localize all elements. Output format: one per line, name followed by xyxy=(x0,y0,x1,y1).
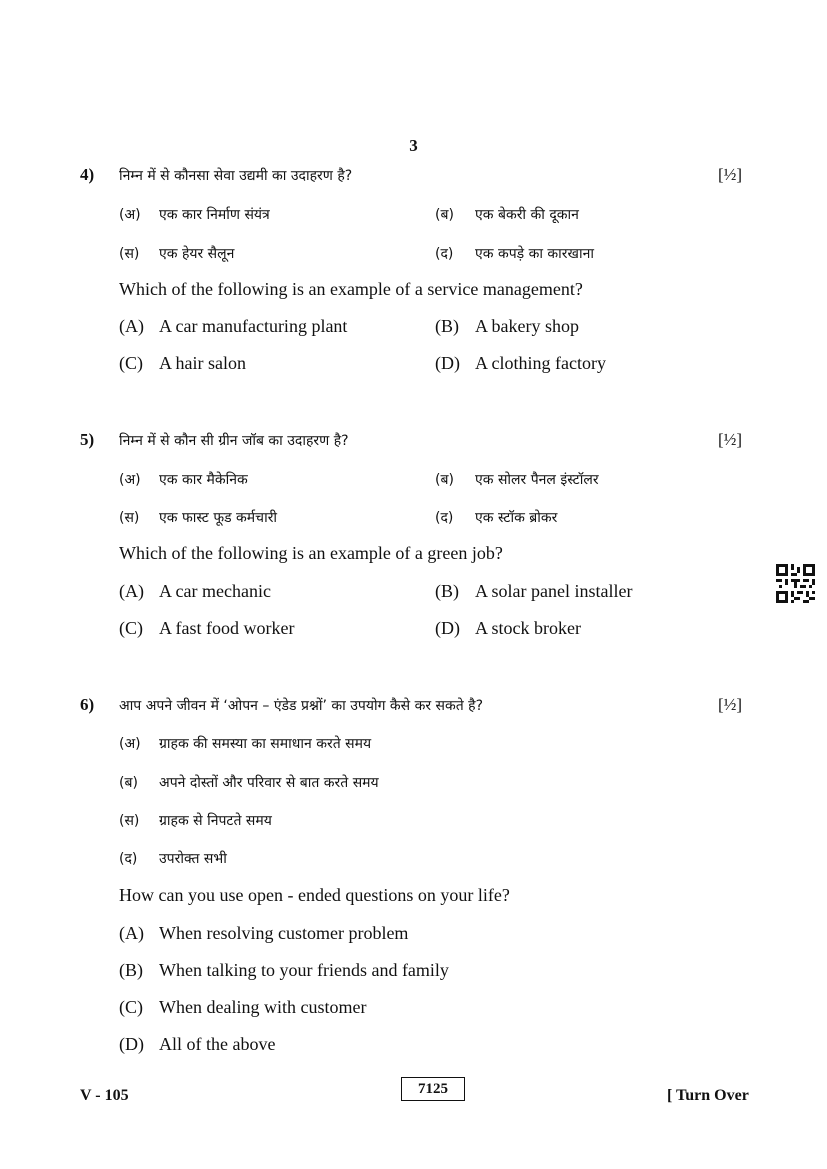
question-marks: [½] xyxy=(718,695,743,714)
hindi-option xyxy=(435,244,594,263)
hindi-option xyxy=(119,244,234,263)
option-label: (स) xyxy=(119,510,140,526)
question-english: Which of the following is an example of a service management? xyxy=(119,279,583,299)
option-label: (द) xyxy=(435,510,454,526)
option-label: (C) xyxy=(119,997,143,1017)
option-label: (A) xyxy=(119,316,144,336)
question-hindi: निम्न में से कौनसा सेवा उद्यमी का उदाहरण है? xyxy=(119,168,353,184)
question-english: Which of the following is an example of a green job? xyxy=(119,543,503,563)
option-text: एक कार निर्माण संयंत्र xyxy=(159,207,270,223)
option-text: एक हेयर सैलून xyxy=(159,246,235,262)
turn-over-label: [ Turn Over xyxy=(667,1087,749,1104)
hindi-option xyxy=(119,470,248,489)
option-label: (D) xyxy=(435,618,460,638)
english-option xyxy=(119,960,449,981)
option-text: A solar panel installer xyxy=(475,581,633,601)
option-label: (B) xyxy=(119,960,143,980)
option-label: (B) xyxy=(435,316,459,336)
question-english: How can you use open - ended questions on your life? xyxy=(119,885,510,905)
english-option xyxy=(119,581,271,602)
option-label: (स) xyxy=(119,813,140,829)
question-number: 4) xyxy=(80,165,95,184)
option-label: (A) xyxy=(119,923,144,943)
english-option xyxy=(435,618,581,639)
option-text: ग्राहक की समस्या का समाधान करते समय xyxy=(159,736,372,752)
option-text: एक स्टॉक ब्रोकर xyxy=(475,510,558,526)
option-text: अपने दोस्तों और परिवार से बात करते समय xyxy=(159,775,379,791)
hindi-option xyxy=(119,734,371,753)
option-label: (ब) xyxy=(435,207,454,223)
english-option xyxy=(119,316,347,337)
option-label: (द) xyxy=(435,246,454,262)
option-label: (B) xyxy=(435,581,459,601)
option-text: A fast food worker xyxy=(159,618,295,638)
question-marks: [½] xyxy=(718,165,743,184)
option-label: (अ) xyxy=(119,472,141,488)
hindi-option xyxy=(119,811,272,830)
option-text: ग्राहक से निपटते समय xyxy=(159,813,272,829)
option-text: All of the above xyxy=(159,1034,276,1054)
hindi-option xyxy=(435,205,579,224)
english-option xyxy=(119,618,294,639)
paper-code: V - 105 xyxy=(80,1087,129,1104)
option-label: (C) xyxy=(119,353,143,373)
english-option xyxy=(119,353,246,374)
option-label: (ब) xyxy=(435,472,454,488)
option-label: (अ) xyxy=(119,736,141,752)
option-text: एक फास्ट फूड कर्मचारी xyxy=(159,510,278,526)
hindi-option xyxy=(119,773,379,792)
option-label: (द) xyxy=(119,851,138,867)
page-number: 3 xyxy=(409,136,418,155)
option-text: एक बेकरी की दूकान xyxy=(475,207,579,223)
option-text: A car mechanic xyxy=(159,581,271,601)
qr-code-icon xyxy=(776,564,815,603)
option-label: (A) xyxy=(119,581,144,601)
option-label: (अ) xyxy=(119,207,141,223)
option-text: A bakery shop xyxy=(475,316,579,336)
hindi-option xyxy=(435,470,599,489)
option-text: When resolving customer problem xyxy=(159,923,409,943)
english-option xyxy=(119,1034,275,1055)
hindi-option xyxy=(119,205,270,224)
option-text: एक कार मैकेनिक xyxy=(159,472,248,488)
english-option xyxy=(435,316,579,337)
option-text: A stock broker xyxy=(475,618,581,638)
option-text: एक कपड़े का कारखाना xyxy=(475,246,594,262)
option-text: A hair salon xyxy=(159,353,246,373)
english-option xyxy=(119,923,408,944)
option-text: A car manufacturing plant xyxy=(159,316,348,336)
question-number: 6) xyxy=(80,695,95,714)
option-label: (C) xyxy=(119,618,143,638)
option-label: (ब) xyxy=(119,775,138,791)
option-text: उपरोक्त सभी xyxy=(159,851,227,867)
booklet-code-box: 7125 xyxy=(401,1077,465,1101)
option-label: (D) xyxy=(119,1034,144,1054)
english-option xyxy=(119,997,366,1018)
english-option xyxy=(435,581,632,602)
question-hindi: निम्न में से कौन सी ग्रीन जॉब का उदाहरण है? xyxy=(119,433,349,449)
question-hindi: आप अपने जीवन में ‘ओपन – एंडेड प्रश्नों’ का उपयोग कैसे कर सकते है? xyxy=(119,698,484,714)
option-text: When talking to your friends and family xyxy=(159,960,449,980)
option-text: एक सोलर पैनल इंस्टॉलर xyxy=(475,472,599,488)
option-text: A clothing factory xyxy=(475,353,606,373)
option-label: (स) xyxy=(119,246,140,262)
hindi-option xyxy=(435,508,557,527)
option-label: (D) xyxy=(435,353,460,373)
hindi-option xyxy=(119,849,227,868)
question-number: 5) xyxy=(80,430,95,449)
option-text: When dealing with customer xyxy=(159,997,367,1017)
question-marks: [½] xyxy=(718,430,743,449)
hindi-option xyxy=(119,508,277,527)
english-option xyxy=(435,353,606,374)
